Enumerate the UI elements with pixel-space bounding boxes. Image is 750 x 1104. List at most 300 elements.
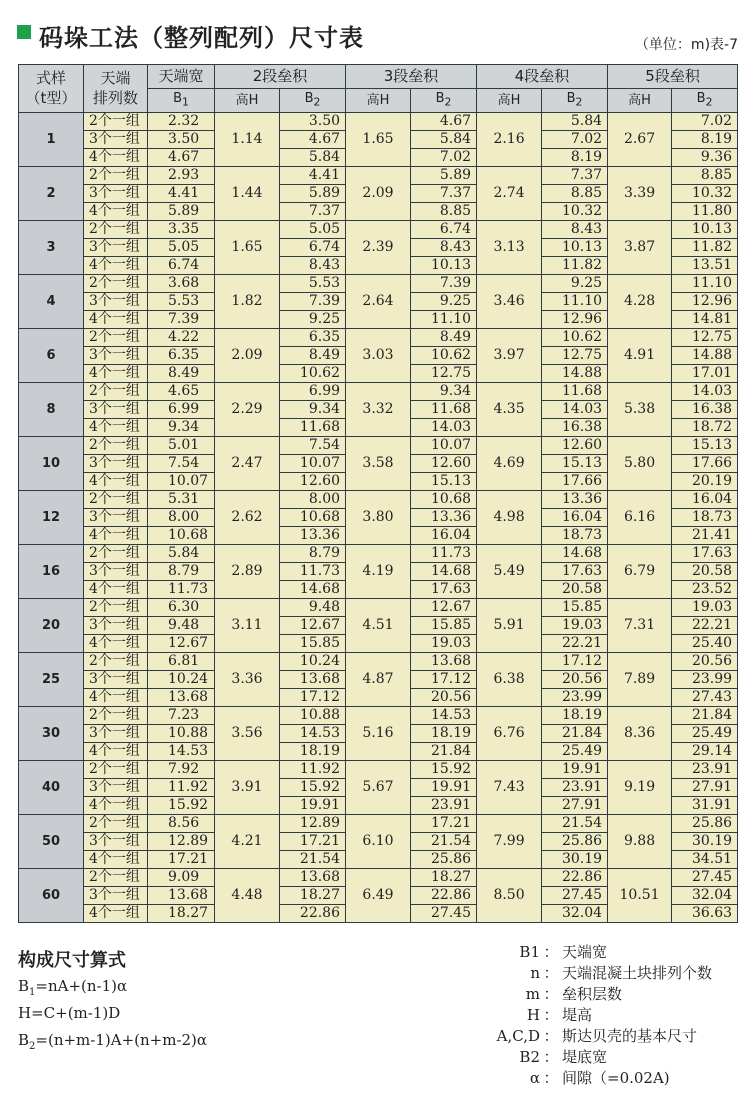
b2-cell: 20.56 xyxy=(542,670,608,688)
b2-cell: 14.03 xyxy=(411,418,477,436)
b2-cell: 23.52 xyxy=(672,580,738,598)
b2-cell: 31.91 xyxy=(672,796,738,814)
b2-cell: 15.92 xyxy=(411,760,477,778)
arrangement-cell: 3个一组 xyxy=(84,778,148,796)
formula-h: H=C+(m-1)D xyxy=(18,1004,121,1022)
b2-cell: 36.63 xyxy=(672,904,738,922)
height-cell: 3.87 xyxy=(608,220,672,274)
b2-cell: 9.34 xyxy=(280,400,346,418)
b1-cell: 17.21 xyxy=(148,850,215,868)
b2-cell: 23.99 xyxy=(542,688,608,706)
b1-cell: 8.79 xyxy=(148,562,215,580)
arrangement-cell: 4个一组 xyxy=(84,310,148,328)
height-cell: 4.51 xyxy=(346,598,411,652)
legend-key: B1 xyxy=(519,943,540,961)
b2-cell: 13.36 xyxy=(280,526,346,544)
page-header xyxy=(0,0,750,62)
b2-cell: 18.27 xyxy=(280,886,346,904)
height-cell: 4.21 xyxy=(215,814,280,868)
height-cell: 7.99 xyxy=(477,814,542,868)
b2-cell: 15.85 xyxy=(542,598,608,616)
b2-cell: 3.50 xyxy=(280,112,346,130)
arrangement-cell: 3个一组 xyxy=(84,508,148,526)
legend-item xyxy=(440,1068,740,1089)
b2-cell: 30.19 xyxy=(542,850,608,868)
b2-cell: 4.67 xyxy=(411,112,477,130)
b2-cell: 22.21 xyxy=(542,634,608,652)
b1-cell: 18.27 xyxy=(148,904,215,922)
model-cell: 60 xyxy=(19,868,84,922)
legend-key: m xyxy=(525,985,540,1003)
b1-cell: 10.07 xyxy=(148,472,215,490)
b1-cell: 9.34 xyxy=(148,418,215,436)
arrangement-cell: 2个一组 xyxy=(84,436,148,454)
b2-cell: 12.67 xyxy=(280,616,346,634)
height-cell: 2.74 xyxy=(477,166,542,220)
arrangement-cell: 3个一组 xyxy=(84,130,148,148)
b2-cell: 5.89 xyxy=(280,184,346,202)
b2-cell: 15.85 xyxy=(411,616,477,634)
b2-cell: 6.74 xyxy=(280,238,346,256)
b2-cell: 9.48 xyxy=(280,598,346,616)
b2-cell: 10.32 xyxy=(672,184,738,202)
b2-cell: 22.86 xyxy=(411,886,477,904)
b2-cell: 20.19 xyxy=(672,472,738,490)
arrangement-cell: 2个一组 xyxy=(84,706,148,724)
b2-cell: 6.74 xyxy=(411,220,477,238)
b1-cell: 8.00 xyxy=(148,508,215,526)
b2-cell: 15.13 xyxy=(542,454,608,472)
arrangement-cell: 2个一组 xyxy=(84,652,148,670)
height-cell: 2.09 xyxy=(215,328,280,382)
b2-cell: 14.53 xyxy=(411,706,477,724)
b2-cell: 11.73 xyxy=(280,562,346,580)
b2-cell: 9.25 xyxy=(280,310,346,328)
b2-cell: 21.84 xyxy=(411,742,477,760)
b2-cell: 22.21 xyxy=(672,616,738,634)
height-cell: 2.67 xyxy=(608,112,672,166)
legend-item xyxy=(440,1026,740,1047)
b2-cell: 17.12 xyxy=(542,652,608,670)
b2-cell: 19.91 xyxy=(411,778,477,796)
b1-cell: 7.54 xyxy=(148,454,215,472)
b2-cell: 12.75 xyxy=(411,364,477,382)
table-row xyxy=(19,382,738,400)
b2-cell: 17.01 xyxy=(672,364,738,382)
b2-cell: 18.73 xyxy=(542,526,608,544)
header-tier-4: 4段垒积 xyxy=(477,65,608,89)
legend-item xyxy=(440,963,740,984)
arrangement-cell: 3个一组 xyxy=(84,670,148,688)
b2-cell: 7.37 xyxy=(411,184,477,202)
b2-cell: 13.36 xyxy=(411,508,477,526)
b2-cell: 18.19 xyxy=(280,742,346,760)
b2-cell: 10.68 xyxy=(280,508,346,526)
legend-key: A,C,D xyxy=(496,1027,540,1045)
b2-cell: 18.19 xyxy=(542,706,608,724)
height-cell: 1.65 xyxy=(346,112,411,166)
legend-description: 堤底宽 xyxy=(562,1048,608,1066)
b2-cell: 18.27 xyxy=(411,868,477,886)
height-cell: 6.49 xyxy=(346,868,411,922)
legend-separator: ： xyxy=(543,1048,559,1066)
height-cell: 2.39 xyxy=(346,220,411,274)
b2-cell: 21.54 xyxy=(280,850,346,868)
model-cell: 25 xyxy=(19,652,84,706)
b2-cell: 11.10 xyxy=(672,274,738,292)
dimension-table xyxy=(18,64,738,923)
b2-cell: 5.53 xyxy=(280,274,346,292)
b2-cell: 15.85 xyxy=(280,634,346,652)
b2-cell: 18.72 xyxy=(672,418,738,436)
b2-cell: 12.89 xyxy=(280,814,346,832)
b2-cell: 13.68 xyxy=(280,868,346,886)
height-cell: 9.88 xyxy=(608,814,672,868)
b2-cell: 25.40 xyxy=(672,634,738,652)
height-cell: 2.89 xyxy=(215,544,280,598)
b1-cell: 4.22 xyxy=(148,328,215,346)
height-cell: 4.48 xyxy=(215,868,280,922)
b2-cell: 10.13 xyxy=(672,220,738,238)
header-height: 高H xyxy=(215,89,280,113)
b2-cell: 7.02 xyxy=(411,148,477,166)
b2-cell: 11.10 xyxy=(542,292,608,310)
b2-cell: 9.34 xyxy=(411,382,477,400)
b2-cell: 14.88 xyxy=(542,364,608,382)
b1-cell: 6.35 xyxy=(148,346,215,364)
b2-cell: 15.92 xyxy=(280,778,346,796)
b2-cell: 7.39 xyxy=(280,292,346,310)
b2-cell: 8.43 xyxy=(411,238,477,256)
arrangement-cell: 4个一组 xyxy=(84,202,148,220)
b2-cell: 9.25 xyxy=(411,292,477,310)
b2-cell: 5.84 xyxy=(280,148,346,166)
b2-cell: 19.03 xyxy=(672,598,738,616)
model-cell: 12 xyxy=(19,490,84,544)
height-cell: 7.43 xyxy=(477,760,542,814)
b1-cell: 9.09 xyxy=(148,868,215,886)
b2-cell: 8.85 xyxy=(542,184,608,202)
height-cell: 1.65 xyxy=(215,220,280,274)
legend xyxy=(440,942,740,1089)
table-row xyxy=(19,490,738,508)
b2-cell: 17.12 xyxy=(411,670,477,688)
b2-cell: 22.86 xyxy=(280,904,346,922)
b2-cell: 12.75 xyxy=(672,328,738,346)
b2-cell: 32.04 xyxy=(542,904,608,922)
model-cell: 10 xyxy=(19,436,84,490)
height-cell: 3.91 xyxy=(215,760,280,814)
b1-cell: 7.39 xyxy=(148,310,215,328)
legend-description: 斯达贝壳的基本尺寸 xyxy=(562,1027,698,1045)
unit-note: （单位：m)表-7 xyxy=(634,37,738,53)
header-height: 高H xyxy=(477,89,542,113)
b2-cell: 27.91 xyxy=(672,778,738,796)
b1-cell: 2.93 xyxy=(148,166,215,184)
arrangement-cell: 3个一组 xyxy=(84,400,148,418)
height-cell: 8.36 xyxy=(608,706,672,760)
height-cell: 2.09 xyxy=(346,166,411,220)
b2-cell: 11.73 xyxy=(411,544,477,562)
height-cell: 6.76 xyxy=(477,706,542,760)
b2-cell: 17.66 xyxy=(542,472,608,490)
arrangement-cell: 3个一组 xyxy=(84,184,148,202)
b1-cell: 3.68 xyxy=(148,274,215,292)
legend-key: α xyxy=(529,1069,540,1087)
b2-cell: 12.96 xyxy=(542,310,608,328)
b1-cell: 5.89 xyxy=(148,202,215,220)
b2-cell: 5.89 xyxy=(411,166,477,184)
table-row xyxy=(19,868,738,886)
arrangement-cell: 4个一组 xyxy=(84,742,148,760)
height-cell: 10.51 xyxy=(608,868,672,922)
model-cell: 1 xyxy=(19,112,84,166)
b2-cell: 8.49 xyxy=(280,346,346,364)
height-cell: 3.56 xyxy=(215,706,280,760)
height-cell: 4.91 xyxy=(608,328,672,382)
b2-cell: 12.60 xyxy=(542,436,608,454)
b2-cell: 8.85 xyxy=(411,202,477,220)
b2-cell: 16.04 xyxy=(542,508,608,526)
legend-description: 堤高 xyxy=(562,1006,593,1024)
b2-cell: 22.86 xyxy=(542,868,608,886)
b1-cell: 6.81 xyxy=(148,652,215,670)
arrangement-cell: 4个一组 xyxy=(84,148,148,166)
height-cell: 4.35 xyxy=(477,382,542,436)
b2-cell: 11.68 xyxy=(542,382,608,400)
b2-cell: 5.05 xyxy=(280,220,346,238)
b1-cell: 14.53 xyxy=(148,742,215,760)
b2-cell: 10.07 xyxy=(411,436,477,454)
height-cell: 8.50 xyxy=(477,868,542,922)
table-row xyxy=(19,544,738,562)
formula-b2: $B_2=(n+m-1)A+(n+m-2)\alpha$ xyxy=(18,1031,208,1052)
height-cell: 3.36 xyxy=(215,652,280,706)
header-height: 高H xyxy=(608,89,672,113)
b1-cell: 4.67 xyxy=(148,148,215,166)
b2-cell: 10.62 xyxy=(411,346,477,364)
b2-cell: 25.86 xyxy=(411,850,477,868)
b2-cell: 23.91 xyxy=(411,796,477,814)
b2-cell: 14.68 xyxy=(542,544,608,562)
b2-cell: 6.99 xyxy=(280,382,346,400)
arrangement-cell: 3个一组 xyxy=(84,454,148,472)
b2-cell: 14.03 xyxy=(672,382,738,400)
b2-cell: 13.68 xyxy=(280,670,346,688)
b2-cell: 14.03 xyxy=(542,400,608,418)
height-cell: 2.47 xyxy=(215,436,280,490)
b1-cell: 4.41 xyxy=(148,184,215,202)
model-cell: 2 xyxy=(19,166,84,220)
table-row xyxy=(19,328,738,346)
legend-separator: ： xyxy=(543,985,559,1003)
arrangement-cell: 4个一组 xyxy=(84,850,148,868)
table-row xyxy=(19,706,738,724)
b1-cell: 3.35 xyxy=(148,220,215,238)
b1-cell: 6.30 xyxy=(148,598,215,616)
header-b2: $B_2$ xyxy=(280,89,346,113)
b2-cell: 19.03 xyxy=(542,616,608,634)
b1-cell: 5.84 xyxy=(148,544,215,562)
b2-cell: 10.32 xyxy=(542,202,608,220)
height-cell: 4.28 xyxy=(608,274,672,328)
b2-cell: 13.36 xyxy=(542,490,608,508)
b1-cell: 5.53 xyxy=(148,292,215,310)
b2-cell: 11.10 xyxy=(411,310,477,328)
model-cell: 4 xyxy=(19,274,84,328)
b2-cell: 7.39 xyxy=(411,274,477,292)
b2-cell: 11.68 xyxy=(411,400,477,418)
b2-cell: 34.51 xyxy=(672,850,738,868)
table-row xyxy=(19,166,738,184)
b2-cell: 19.91 xyxy=(280,796,346,814)
height-cell: 3.03 xyxy=(346,328,411,382)
b2-cell: 10.62 xyxy=(280,364,346,382)
arrangement-cell: 3个一组 xyxy=(84,292,148,310)
height-cell: 6.10 xyxy=(346,814,411,868)
b2-cell: 32.04 xyxy=(672,886,738,904)
arrangement-cell: 4个一组 xyxy=(84,364,148,382)
height-cell: 2.16 xyxy=(477,112,542,166)
b2-cell: 14.53 xyxy=(280,724,346,742)
arrangement-cell: 3个一组 xyxy=(84,832,148,850)
arrangement-cell: 2个一组 xyxy=(84,112,148,130)
b2-cell: 9.25 xyxy=(542,274,608,292)
arrangement-cell: 3个一组 xyxy=(84,562,148,580)
b1-cell: 12.89 xyxy=(148,832,215,850)
height-cell: 5.16 xyxy=(346,706,411,760)
b2-cell: 10.88 xyxy=(280,706,346,724)
legend-separator: ： xyxy=(543,943,559,961)
b1-cell: 10.24 xyxy=(148,670,215,688)
arrangement-cell: 2个一组 xyxy=(84,760,148,778)
b2-cell: 20.58 xyxy=(542,580,608,598)
arrangement-cell: 4个一组 xyxy=(84,526,148,544)
b2-cell: 12.67 xyxy=(411,598,477,616)
b2-cell: 12.75 xyxy=(542,346,608,364)
legend-key: H xyxy=(526,1006,540,1024)
legend-item xyxy=(440,984,740,1005)
arrangement-cell: 3个一组 xyxy=(84,886,148,904)
height-cell: 6.38 xyxy=(477,652,542,706)
arrangement-cell: 4个一组 xyxy=(84,634,148,652)
height-cell: 3.58 xyxy=(346,436,411,490)
b2-cell: 25.49 xyxy=(672,724,738,742)
table-row xyxy=(19,760,738,778)
b2-cell: 7.02 xyxy=(672,112,738,130)
arrangement-cell: 4个一组 xyxy=(84,796,148,814)
b1-cell: 10.88 xyxy=(148,724,215,742)
b1-cell: 5.31 xyxy=(148,490,215,508)
page-title: 码垛工法（整列配列）尺寸表 xyxy=(39,24,364,52)
legend-description: 间隙（=0.02A) xyxy=(562,1069,670,1087)
height-cell: 1.44 xyxy=(215,166,280,220)
height-cell: 4.87 xyxy=(346,652,411,706)
model-cell: 50 xyxy=(19,814,84,868)
legend-separator: ： xyxy=(543,1069,559,1087)
b2-cell: 18.73 xyxy=(672,508,738,526)
legend-item xyxy=(440,1047,740,1068)
table-header xyxy=(19,65,738,113)
formula-title: 构成尺寸算式 xyxy=(18,950,126,971)
b1-cell: 11.73 xyxy=(148,580,215,598)
b2-cell: 8.43 xyxy=(280,256,346,274)
header-arrangement: 天端 排列数 xyxy=(84,65,148,113)
b2-cell: 25.86 xyxy=(672,814,738,832)
arrangement-cell: 2个一组 xyxy=(84,274,148,292)
b1-cell: 2.32 xyxy=(148,112,215,130)
height-cell: 6.79 xyxy=(608,544,672,598)
legend-separator: ： xyxy=(543,1006,559,1024)
b2-cell: 21.54 xyxy=(411,832,477,850)
b2-cell: 9.36 xyxy=(672,148,738,166)
arrangement-cell: 3个一组 xyxy=(84,724,148,742)
header-tier-3: 3段垒积 xyxy=(346,65,477,89)
b2-cell: 20.56 xyxy=(411,688,477,706)
b2-cell: 5.84 xyxy=(542,112,608,130)
b2-cell: 10.07 xyxy=(280,454,346,472)
b2-cell: 21.54 xyxy=(542,814,608,832)
arrangement-cell: 2个一组 xyxy=(84,166,148,184)
b2-cell: 8.79 xyxy=(280,544,346,562)
b1-cell: 6.99 xyxy=(148,400,215,418)
b2-cell: 30.19 xyxy=(672,832,738,850)
b2-cell: 8.19 xyxy=(672,130,738,148)
arrangement-cell: 2个一组 xyxy=(84,490,148,508)
arrangement-cell: 2个一组 xyxy=(84,382,148,400)
b2-cell: 21.84 xyxy=(542,724,608,742)
arrangement-cell: 2个一组 xyxy=(84,328,148,346)
model-cell: 30 xyxy=(19,706,84,760)
b2-cell: 16.04 xyxy=(672,490,738,508)
height-cell: 5.49 xyxy=(477,544,542,598)
b2-cell: 27.45 xyxy=(542,886,608,904)
height-cell: 3.80 xyxy=(346,490,411,544)
title-marker xyxy=(17,25,31,39)
height-cell: 2.29 xyxy=(215,382,280,436)
legend-description: 垒积层数 xyxy=(562,985,623,1003)
legend-separator: ： xyxy=(543,964,559,982)
height-cell: 3.32 xyxy=(346,382,411,436)
b2-cell: 12.96 xyxy=(672,292,738,310)
b2-cell: 17.21 xyxy=(280,832,346,850)
header-model: 式样 （t型） xyxy=(19,65,84,113)
height-cell: 3.13 xyxy=(477,220,542,274)
b2-cell: 10.68 xyxy=(411,490,477,508)
legend-key: B2 xyxy=(519,1048,540,1066)
table-row xyxy=(19,274,738,292)
b2-cell: 10.13 xyxy=(542,238,608,256)
b2-cell: 4.41 xyxy=(280,166,346,184)
table-row xyxy=(19,436,738,454)
header-tier-5: 5段垒积 xyxy=(608,65,738,89)
legend-item xyxy=(440,1005,740,1026)
arrangement-cell: 2个一组 xyxy=(84,868,148,886)
b2-cell: 29.14 xyxy=(672,742,738,760)
b2-cell: 23.91 xyxy=(542,778,608,796)
arrangement-cell: 4个一组 xyxy=(84,472,148,490)
b2-cell: 10.24 xyxy=(280,652,346,670)
b2-cell: 14.81 xyxy=(672,310,738,328)
table-row xyxy=(19,598,738,616)
b2-cell: 10.62 xyxy=(542,328,608,346)
b1-cell: 8.49 xyxy=(148,364,215,382)
arrangement-cell: 3个一组 xyxy=(84,346,148,364)
legend-separator: ： xyxy=(543,1027,559,1045)
height-cell: 4.98 xyxy=(477,490,542,544)
table-row xyxy=(19,652,738,670)
height-cell: 1.82 xyxy=(215,274,280,328)
